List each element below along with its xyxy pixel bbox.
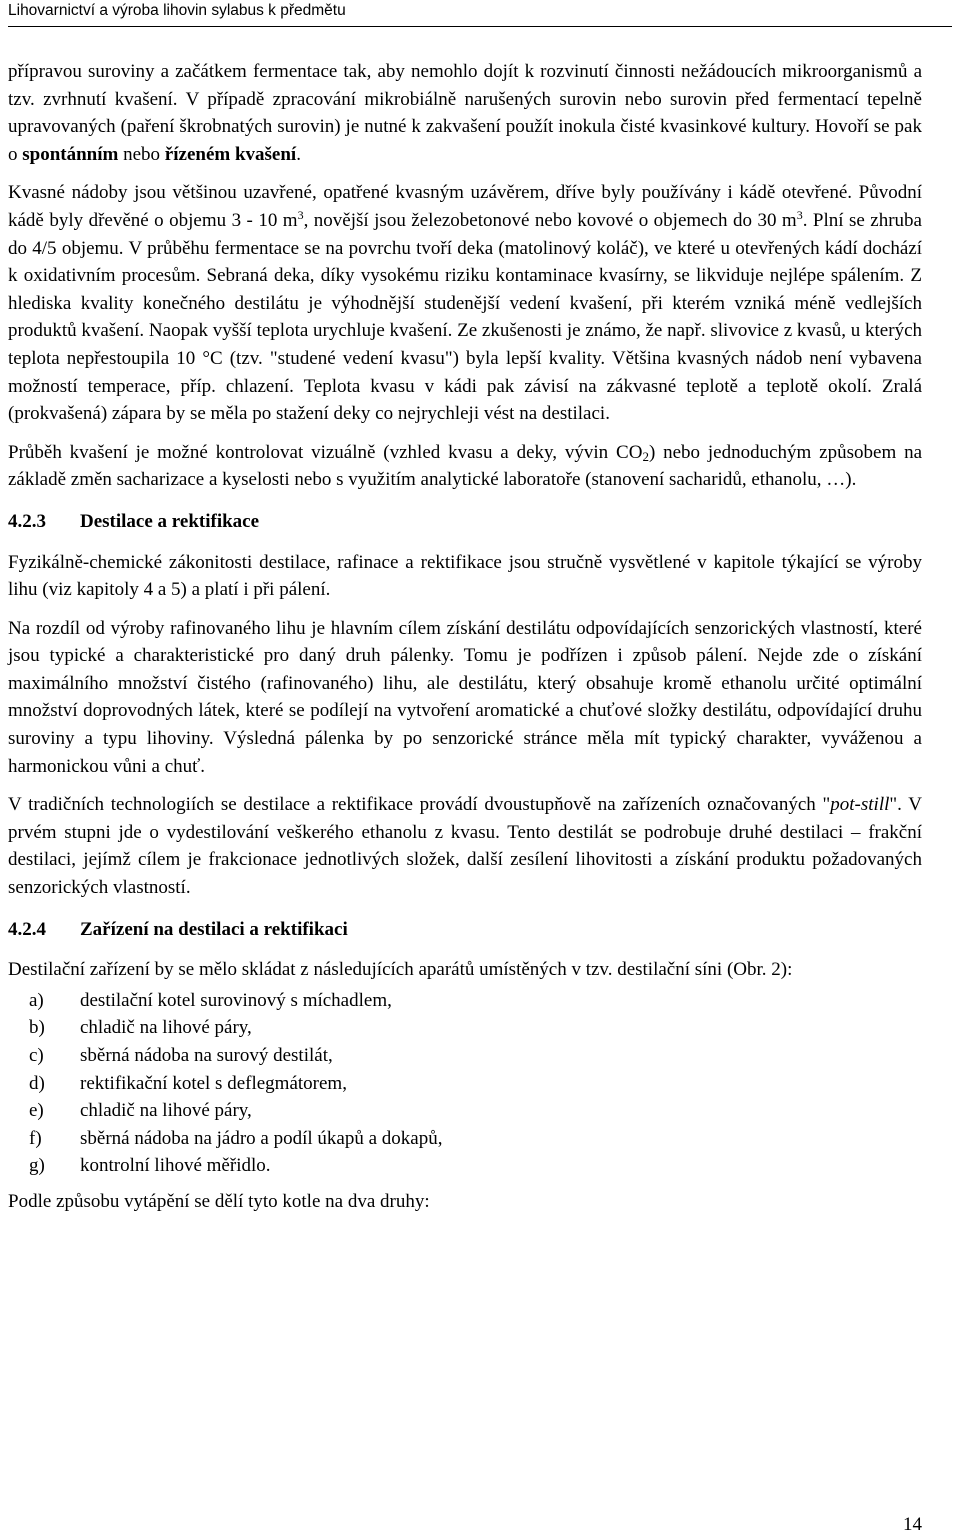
term-spontaneous: spontánním — [22, 143, 119, 165]
paragraph-equipment-intro: Destilační zařízení by se mělo skládat z následujících aparátů umístěných v tzv. destilační síni (Obr. 2): — [8, 959, 793, 981]
page-body — [8, 58, 922, 1227]
page-number: 14 — [903, 1514, 922, 1535]
header-title: Lihovarnictví a výroba lihovin sylabus k předmětu — [8, 2, 346, 19]
paragraph-pot-still: V tradičních technologiích se destilace a rektifikace provádí dvoustupňově na zařízeních označovaných "pot-still". V prvém stupni jde o vydestilování veškerého ethanolu z kvasu. Tento destilát se podrobuje druhé destilaci – frakční destilaci, jejímž cílem je frakcionace jednotlivých složek, další zesílení lihovitosti a získání produktu požadovaných senzorických vlastností. — [8, 794, 922, 899]
term-pot-still: pot-still — [830, 794, 890, 816]
section-heading-4-2-4: 4.2.4 Zařízení na destilaci a rektifikaci — [8, 918, 348, 940]
paragraph-distillation-principles: Fyzikálně-chemické zákonitosti destilace, rafinace a rektifikace jsou stručně vysvětlené v kapitole týkající se výroby lihu (viz kapitoly 4 a 5) a platí i při pálení. — [8, 551, 922, 601]
running-header — [8, 0, 952, 27]
term-controlled-fermentation: řízeném kvašení — [164, 143, 297, 165]
list-item: f) sběrná nádoba na jádro a podíl úkapů a dokapů, — [29, 1127, 443, 1149]
list-item: g) kontrolní lihové měřidlo. — [29, 1155, 271, 1177]
paragraph-fermentation-control: Průběh kvašení je možné kontrolovat vizuálně (vzhled kvasu a deky, vývin $CO_2$) nebo jednoduchým způsobem na základě změn sacharizace a kyselosti nebo s využitím analytické laboratoře (stanovení sacharidů, ethanolu, …). — [8, 441, 923, 491]
equipment-list — [8, 987, 922, 1180]
list-item: d) rektifikační kotel s deflegmátorem, — [29, 1072, 347, 1094]
section-heading-4-2-3: 4.2.3 Destilace a rektifikace — [8, 510, 260, 532]
list-item: a) destilační kotel surovinový s míchadlem, — [29, 989, 392, 1011]
list-item: b) chladič na lihové páry, — [29, 1017, 252, 1039]
list-item: c) sběrná nádoba na surový destilát, — [29, 1045, 333, 1066]
list-item: e) chladič na lihové páry, — [29, 1100, 252, 1122]
paragraph-fermentation-vessels: Kvasné nádoby jsou většinou uzavřené, opatřené kvasným uzávěrem, dříve byly používány i kádě otevřené. Původní kádě byly dřevěné o objemu 3 - 10 $m^3$, novější jsou železobetonové nebo kovové o objemech do 30 $m^3$. Plní se zhruba do 4/5 objemu. V průběhu fermentace se na povrchu tvoří deka (matolinový koláč), ve které u otevřených kádí dochází k oxidativním procesům. Sebraná deka, díky vysokému riziku kontaminace kvasírny, se likviduje nejlépe spálením. Z hlediska kvality konečného destilátu je výhodnější studenější vedení kvašení, při kterém vzniká méně vedlejších produktů kvašení. Naopak vyšší teplota urychluje kvašení. Ze zkušenosti je známo, že např. slivovice z kvasů, u kterých teplota nepřestoupila 10 °C (tzv. "studené vedení kvasu") byla lepší kvality. Většina kvasných nádob není vybavena možností temperace, příp. chlazení. Teplota kvasu v kádi pak závisí na zákvasné teplotě a teplotě okolí. Zralá (prokvašená) zápara by se měla po stažení deky co nejrychleji vést na destilaci. — [8, 182, 922, 425]
paragraph-fermentation: přípravou suroviny a začátkem fermentace tak, aby nemohlo dojít k rozvinutí činnosti nežádoucích mikroorganismů a tzv. zvrhnutí kvašení. V případě zpracování mikrobiálně narušených surovin nebo surovin před fermentací tepelně upravovaných (paření škrobnatých surovin) je nutné k zakvašení použít inokula čisté kvasinkové kultury. Hovoří se pak o spontánním nebo řízeném kvašení. — [8, 61, 922, 165]
paragraph-distillation-goal: Na rozdíl od výroby rafinovaného lihu je hlavním cílem získání destilátu odpovídajících senzorických vlastností, které jsou typické a charakteristické pro daný druh pálenky. Tomu je podřízen i způsob pálení. Nejde zde o získání maximálního množství čistého (rafinovaného) lihu, ale destilátu, který obsahuje kromě ethanolu určité optimální množství doprovodných látek, které se podílejí na vytvoření aromatické a chuťové složky destilátu, odpovídající druhu suroviny a typu lihoviny. Výsledná pálenka by po senzorické stránce měla mít typický charakter, vyváženou a harmonickou vůni a chuť. — [8, 617, 922, 777]
paragraph-boiler-types: Podle způsobu vytápění se dělí tyto kotle na dva druhy: — [8, 1190, 430, 1212]
